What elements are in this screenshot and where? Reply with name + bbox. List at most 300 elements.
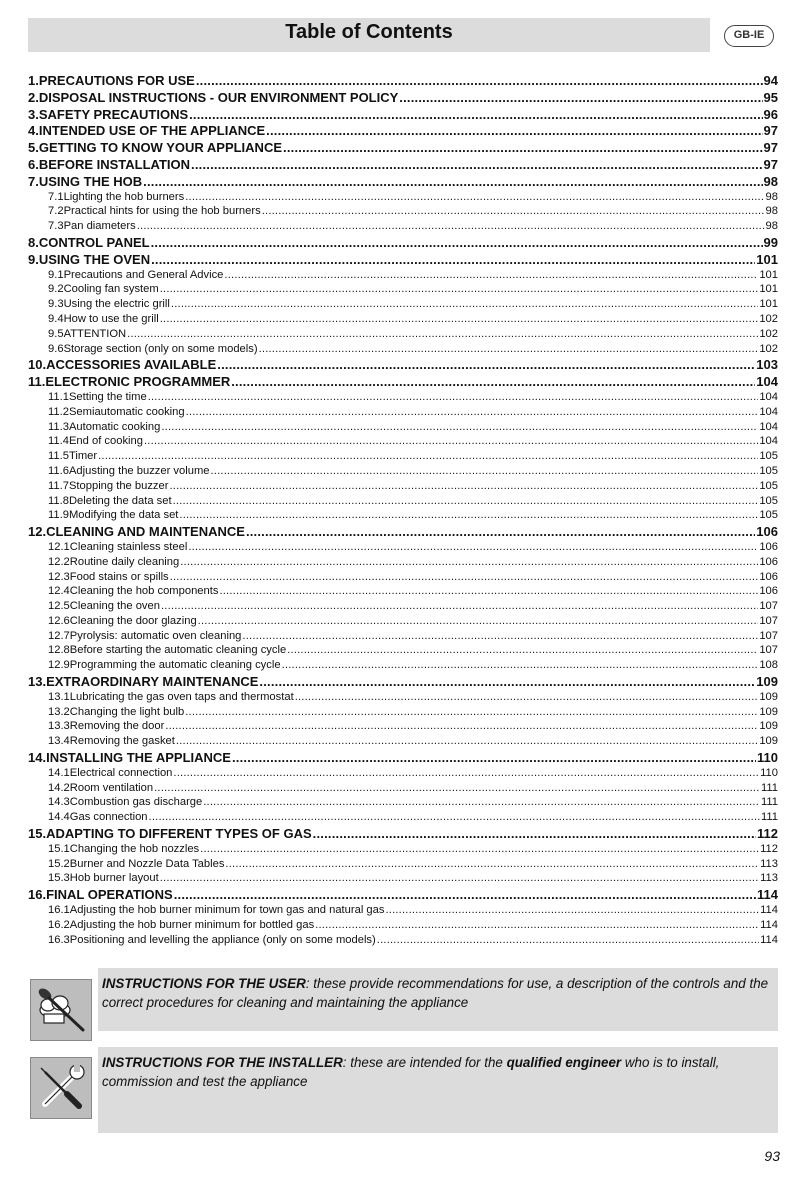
toc-leader-dots bbox=[185, 706, 758, 718]
toc-number: 12.8 bbox=[48, 644, 70, 657]
toc-leader-dots bbox=[179, 509, 758, 521]
installer-instructions-body-start: : these are intended for the bbox=[342, 1055, 507, 1070]
toc-leader-dots bbox=[399, 90, 762, 105]
toc-section-row bbox=[28, 509, 778, 524]
toc-page-number: 95 bbox=[763, 89, 778, 105]
toc-section-row bbox=[28, 283, 778, 298]
toc-section-row bbox=[28, 421, 778, 436]
toc-label: Food stains or spills bbox=[69, 570, 169, 583]
toc-section-row bbox=[28, 556, 778, 571]
user-instructions-heading: INSTRUCTIONS FOR THE USER bbox=[102, 976, 306, 991]
toc-leader-dots bbox=[149, 811, 760, 823]
toc-label: BEFORE INSTALLATION bbox=[38, 156, 191, 172]
toc-page-number: 107 bbox=[759, 600, 778, 613]
toc-number: 14.3 bbox=[48, 796, 70, 809]
toc-leader-dots bbox=[160, 872, 759, 884]
toc-section-row bbox=[28, 220, 778, 235]
toc-chapter-row bbox=[28, 73, 778, 90]
toc-label: Pyrolysis: automatic oven cleaning bbox=[69, 629, 242, 642]
toc-chapter-row bbox=[28, 157, 778, 174]
toc-page-number: 114 bbox=[760, 918, 778, 931]
toc-number: 7.1 bbox=[48, 190, 64, 203]
toc-label: ADAPTING TO DIFFERENT TYPES OF GAS bbox=[46, 826, 312, 842]
toc-label: CLEANING AND MAINTENANCE bbox=[46, 524, 245, 540]
toc-label: How to use the grill bbox=[63, 312, 159, 325]
toc-number: 13.3 bbox=[48, 720, 70, 733]
toc-section-row bbox=[28, 872, 778, 887]
toc-leader-dots bbox=[148, 391, 759, 403]
toc-label: Cleaning stainless steel bbox=[69, 540, 188, 553]
toc-section-row bbox=[28, 782, 778, 797]
toc-number: 7.2 bbox=[48, 205, 64, 218]
toc-page-number: 110 bbox=[760, 766, 778, 779]
toc-section-row bbox=[28, 571, 778, 586]
toc-label: ACCESSORIES AVAILABLE bbox=[46, 357, 217, 373]
toc-page-number: 110 bbox=[757, 750, 778, 766]
toc-chapter-row bbox=[28, 174, 778, 191]
toc-page-number: 99 bbox=[763, 234, 778, 250]
toc-label: Setting the time bbox=[68, 390, 147, 403]
toc-label: SAFETY PRECAUTIONS bbox=[38, 106, 189, 122]
toc-label: INSTALLING THE APPLIANCE bbox=[46, 750, 231, 766]
toc-section-row bbox=[28, 585, 778, 600]
page-title: Table of Contents bbox=[285, 21, 453, 43]
toc-section-row bbox=[28, 934, 778, 949]
toc-number: 1. bbox=[28, 73, 39, 88]
toc-leader-dots bbox=[154, 782, 760, 794]
toc-number: 11.6 bbox=[48, 464, 69, 477]
toc-label: GETTING TO KNOW YOUR APPLIANCE bbox=[38, 140, 283, 156]
toc-page-number: 113 bbox=[760, 857, 778, 870]
toc-leader-dots bbox=[160, 313, 759, 325]
toc-number: 11. bbox=[28, 374, 46, 390]
toc-label: Adjusting the buzzer volume bbox=[68, 464, 210, 477]
toc-number: 12.3 bbox=[48, 570, 70, 583]
toc-number: 12.7 bbox=[48, 629, 70, 642]
toc-label: Room ventilation bbox=[69, 781, 154, 794]
toc-leader-dots bbox=[143, 174, 762, 189]
toc-number: 16.3 bbox=[48, 933, 70, 946]
toc-page-number: 108 bbox=[759, 659, 778, 672]
user-instructions-text bbox=[102, 974, 774, 1012]
title-bar bbox=[28, 18, 710, 52]
installer-instructions-emphasis: qualified engineer bbox=[506, 1055, 622, 1070]
toc-page-number: 105 bbox=[759, 464, 778, 477]
toc-label: Pan diameters bbox=[63, 220, 136, 233]
toc-label: Removing the gasket bbox=[69, 735, 175, 748]
toc-number: 9.5 bbox=[48, 327, 64, 340]
toc-page-number: 106 bbox=[759, 540, 778, 553]
toc-chapter-row bbox=[28, 826, 778, 843]
toc-label: Cleaning the door glazing bbox=[69, 614, 197, 627]
toc-leader-dots bbox=[196, 73, 763, 88]
toc-page-number: 102 bbox=[759, 327, 778, 340]
toc-leader-dots bbox=[225, 858, 759, 870]
toc-page-number: 104 bbox=[759, 390, 778, 403]
toc-leader-dots bbox=[287, 644, 758, 656]
toc-leader-dots bbox=[259, 343, 759, 355]
toc-leader-dots bbox=[315, 919, 759, 931]
toc-number: 11.1 bbox=[48, 390, 69, 403]
toc-leader-dots bbox=[231, 374, 755, 389]
toc-label: Changing the light bulb bbox=[69, 705, 185, 718]
toc-leader-dots bbox=[171, 298, 758, 310]
toc-label: Lighting the hob burners bbox=[63, 190, 185, 203]
toc-leader-dots bbox=[176, 735, 758, 747]
toc-section-row bbox=[28, 495, 778, 510]
language-badge: GB-IE bbox=[724, 25, 774, 47]
toc-number: 11.3 bbox=[48, 420, 69, 433]
toc-page-number: 114 bbox=[757, 887, 778, 903]
toc-leader-dots bbox=[188, 541, 758, 553]
toc-number: 11.2 bbox=[48, 405, 69, 418]
toc-page-number: 98 bbox=[765, 205, 778, 218]
toc-number: 14.2 bbox=[48, 781, 70, 794]
toc-section-row bbox=[28, 406, 778, 421]
toc-leader-dots bbox=[219, 585, 758, 597]
toc-number: 13.4 bbox=[48, 735, 70, 748]
toc-label: Positioning and levelling the appliance (only on some models) bbox=[69, 933, 376, 946]
toc-section-row bbox=[28, 391, 778, 406]
toc-page-number: 104 bbox=[759, 435, 778, 448]
toc-section-row bbox=[28, 858, 778, 873]
toc-chapter-row bbox=[28, 357, 778, 374]
toc-leader-dots bbox=[259, 674, 755, 689]
toc-leader-dots bbox=[246, 524, 755, 539]
toc-number: 12. bbox=[28, 524, 47, 540]
toc-number: 12.2 bbox=[48, 555, 70, 568]
toc-section-row bbox=[28, 767, 778, 782]
toc-page-number: 109 bbox=[756, 674, 778, 690]
toc-leader-dots bbox=[137, 220, 765, 232]
toc-chapter-row bbox=[28, 374, 778, 391]
toc-number: 11.4 bbox=[48, 435, 69, 448]
toc-number: 9. bbox=[28, 251, 39, 267]
toc-leader-dots bbox=[144, 435, 758, 447]
toc-label: Removing the door bbox=[69, 720, 165, 733]
toc-label: Adjusting the hob burner minimum for town gas and natural gas bbox=[69, 904, 385, 917]
toc-label: EXTRAORDINARY MAINTENANCE bbox=[46, 674, 259, 690]
toc-chapter-row bbox=[28, 123, 778, 140]
toc-leader-dots bbox=[161, 600, 758, 612]
toc-page-number: 98 bbox=[765, 220, 778, 233]
toc-label: Programming the automatic cleaning cycle bbox=[69, 659, 281, 672]
toc-section-row bbox=[28, 313, 778, 328]
toc-label: INTENDED USE OF THE APPLIANCE bbox=[38, 123, 266, 139]
toc-leader-dots bbox=[217, 357, 755, 372]
toc-page-number: 109 bbox=[759, 735, 778, 748]
toc-label: Cleaning the hob components bbox=[69, 585, 219, 598]
toc-number: 9.3 bbox=[48, 298, 64, 311]
toc-leader-dots bbox=[189, 107, 762, 122]
toc-section-row bbox=[28, 600, 778, 615]
toc-leader-dots bbox=[173, 767, 759, 779]
toc-label: DISPOSAL INSTRUCTIONS - OUR ENVIRONMENT POLICY bbox=[38, 89, 399, 105]
toc-leader-dots bbox=[313, 826, 756, 841]
toc-number: 10. bbox=[28, 357, 47, 373]
toc-page-number: 112 bbox=[757, 826, 778, 842]
toc-leader-dots bbox=[98, 450, 758, 462]
toc-label: Storage section (only on some models) bbox=[63, 342, 258, 355]
toc-number: 15.1 bbox=[48, 842, 70, 855]
toc-section-row bbox=[28, 343, 778, 358]
toc-label: Routine daily cleaning bbox=[69, 555, 180, 568]
toc-label: Using the electric grill bbox=[63, 298, 170, 311]
toc-section-row bbox=[28, 904, 778, 919]
toc-number: 13.1 bbox=[48, 690, 70, 703]
toc-page-number: 105 bbox=[759, 450, 778, 463]
toc-page-number: 98 bbox=[765, 190, 778, 203]
toc-section-row bbox=[28, 541, 778, 556]
toc-page-number: 104 bbox=[759, 405, 778, 418]
toc-number: 9.1 bbox=[48, 268, 64, 281]
toc-label: Cleaning the oven bbox=[69, 600, 160, 613]
toc-page-number: 106 bbox=[756, 524, 778, 540]
toc-number: 12.5 bbox=[48, 600, 70, 613]
toc-leader-dots bbox=[151, 235, 763, 250]
toc-section-row bbox=[28, 328, 778, 343]
toc-page-number: 104 bbox=[759, 420, 778, 433]
toc-number: 11.9 bbox=[48, 509, 69, 522]
toc-label: Automatic cooking bbox=[68, 420, 161, 433]
toc-leader-dots bbox=[377, 934, 759, 946]
toc-leader-dots bbox=[173, 495, 759, 507]
toc-number: 7.3 bbox=[48, 220, 64, 233]
toc-leader-dots bbox=[232, 750, 756, 765]
toc-page-number: 102 bbox=[759, 342, 778, 355]
toc-page-number: 104 bbox=[756, 374, 778, 390]
toc-label: Stopping the buzzer bbox=[68, 479, 169, 492]
toc-leader-dots bbox=[151, 252, 755, 267]
toc-section-row bbox=[28, 735, 778, 750]
toc-page-number: 105 bbox=[759, 479, 778, 492]
toc-label: Practical hints for using the hob burners bbox=[63, 205, 261, 218]
toc-leader-dots bbox=[242, 630, 758, 642]
toc-page-number: 96 bbox=[763, 106, 778, 122]
toc-leader-dots bbox=[160, 283, 759, 295]
toc-section-row bbox=[28, 435, 778, 450]
toc-page-number: 98 bbox=[763, 173, 778, 189]
toc-section-row bbox=[28, 450, 778, 465]
toc-leader-dots bbox=[127, 328, 758, 340]
toc-leader-dots bbox=[385, 904, 759, 916]
toc-label: Precautions and General Advice bbox=[63, 268, 224, 281]
toc-section-row bbox=[28, 465, 778, 480]
toc-leader-dots bbox=[211, 465, 759, 477]
toc-page-number: 101 bbox=[759, 283, 778, 296]
toc-page-number: 109 bbox=[759, 690, 778, 703]
installer-instructions-body-end: who is to install, commission and test the appliance bbox=[102, 1055, 720, 1089]
toc-number: 11.7 bbox=[48, 479, 69, 492]
toc-section-row bbox=[28, 659, 778, 674]
toc-number: 14.4 bbox=[48, 811, 70, 824]
toc-page-number: 114 bbox=[760, 904, 778, 917]
toc-page-number: 111 bbox=[760, 781, 778, 794]
toc-number: 4. bbox=[28, 123, 39, 139]
toc-label: Hob burner layout bbox=[69, 872, 159, 885]
user-instructions-box bbox=[98, 968, 778, 1031]
toc-leader-dots bbox=[165, 720, 758, 732]
toc-leader-dots bbox=[295, 691, 759, 703]
toc-chapter-row bbox=[28, 674, 778, 691]
toc-page-number: 111 bbox=[760, 796, 778, 809]
toc-leader-dots bbox=[283, 140, 763, 155]
toc-chapter-row bbox=[28, 140, 778, 157]
toc-page-number: 105 bbox=[759, 494, 778, 507]
toc-label: FINAL OPERATIONS bbox=[46, 887, 173, 903]
toc-number: 15.3 bbox=[48, 872, 70, 885]
toc-label: End of cooking bbox=[68, 435, 143, 448]
toc-section-row bbox=[28, 919, 778, 934]
toc-chapter-row bbox=[28, 235, 778, 252]
toc-page-number: 114 bbox=[760, 933, 778, 946]
toc-chapter-row bbox=[28, 107, 778, 124]
toc-page-number: 105 bbox=[759, 509, 778, 522]
toc-section-row bbox=[28, 269, 778, 284]
toc-number: 16.2 bbox=[48, 918, 70, 931]
toc-label: Changing the hob nozzles bbox=[69, 842, 200, 855]
toc-page-number: 109 bbox=[759, 720, 778, 733]
toc-leader-dots bbox=[170, 571, 759, 583]
toc-page-number: 101 bbox=[759, 298, 778, 311]
toc-page-number: 97 bbox=[763, 156, 778, 172]
toc-leader-dots bbox=[282, 659, 759, 671]
toc-number: 5. bbox=[28, 140, 39, 156]
toc-page-number: 106 bbox=[759, 585, 778, 598]
chef-hat-spoon-icon bbox=[30, 979, 92, 1041]
toc-leader-dots bbox=[191, 157, 763, 172]
toc-page-number: 109 bbox=[759, 705, 778, 718]
toc-leader-dots bbox=[262, 205, 765, 217]
toc-number: 9.6 bbox=[48, 342, 64, 355]
toc-label: Timer bbox=[68, 450, 98, 463]
toc-leader-dots bbox=[200, 843, 759, 855]
toc-number: 11.5 bbox=[48, 450, 69, 463]
toc-leader-dots bbox=[224, 269, 758, 281]
toc-section-row bbox=[28, 191, 778, 206]
toc-number: 12.4 bbox=[48, 585, 70, 598]
toc-number: 14.1 bbox=[48, 766, 70, 779]
toc-label: Lubricating the gas oven taps and thermostat bbox=[69, 690, 294, 703]
toc-number: 12.6 bbox=[48, 614, 70, 627]
toc-number: 7. bbox=[28, 173, 39, 189]
toc-number: 11.8 bbox=[48, 494, 69, 507]
toc-section-row bbox=[28, 615, 778, 630]
toc-chapter-row bbox=[28, 252, 778, 269]
toc-section-row bbox=[28, 720, 778, 735]
toc-leader-dots bbox=[185, 191, 764, 203]
toc-label: PRECAUTIONS FOR USE bbox=[38, 73, 195, 88]
toc-number: 9.4 bbox=[48, 312, 64, 325]
toc-number: 12.9 bbox=[48, 659, 70, 672]
toc-number: 16.1 bbox=[48, 904, 70, 917]
toc-label: USING THE OVEN bbox=[38, 251, 151, 267]
toc-label: ATTENTION bbox=[63, 327, 127, 340]
toc-number: 16. bbox=[28, 887, 47, 903]
toc-label: Adjusting the hob burner minimum for bottled gas bbox=[69, 918, 315, 931]
toc-leader-dots bbox=[161, 421, 758, 433]
toc-number: 2. bbox=[28, 89, 39, 105]
toc-leader-dots bbox=[266, 123, 762, 138]
toc-chapter-row bbox=[28, 524, 778, 541]
toc-number: 13.2 bbox=[48, 705, 70, 718]
toc-number: 15.2 bbox=[48, 857, 70, 870]
toc-page-number: 113 bbox=[760, 872, 778, 885]
toc-label: Before starting the automatic cleaning cycle bbox=[69, 644, 287, 657]
toc-section-row bbox=[28, 205, 778, 220]
installer-instructions-box bbox=[98, 1047, 778, 1133]
installer-instructions-text bbox=[102, 1053, 774, 1091]
toc-page-number: 106 bbox=[759, 555, 778, 568]
toc-chapter-row bbox=[28, 90, 778, 107]
toc-section-row bbox=[28, 630, 778, 645]
toc-leader-dots bbox=[174, 887, 756, 902]
toc-number: 14. bbox=[28, 750, 47, 766]
toc-number: 8. bbox=[28, 234, 39, 250]
toc-leader-dots bbox=[180, 556, 758, 568]
toc-leader-dots bbox=[169, 480, 758, 492]
toc-page-number: 107 bbox=[759, 614, 778, 627]
toc-section-row bbox=[28, 691, 778, 706]
toc-number: 9.2 bbox=[48, 283, 64, 296]
toc-page-number: 106 bbox=[759, 570, 778, 583]
toc-section-row bbox=[28, 644, 778, 659]
toc-page-number: 107 bbox=[759, 629, 778, 642]
toc-page-number: 103 bbox=[756, 357, 778, 373]
toc-leader-dots bbox=[186, 406, 759, 418]
toc-page-number: 101 bbox=[759, 268, 778, 281]
toc-page-number: 102 bbox=[759, 312, 778, 325]
toc-number: 15. bbox=[28, 826, 47, 842]
toc-label: ELECTRONIC PROGRAMMER bbox=[45, 374, 231, 390]
toc-section-row bbox=[28, 796, 778, 811]
toc-section-row bbox=[28, 843, 778, 858]
toc-number: 12.1 bbox=[48, 540, 70, 553]
installer-instructions-heading: INSTRUCTIONS FOR THE INSTALLER bbox=[102, 1055, 343, 1070]
table-of-contents bbox=[28, 73, 778, 948]
wrench-screwdriver-icon bbox=[30, 1057, 92, 1119]
toc-label: Semiautomatic cooking bbox=[68, 405, 185, 418]
toc-label: Electrical connection bbox=[69, 766, 173, 779]
toc-label: Burner and Nozzle Data Tables bbox=[69, 857, 225, 870]
toc-label: CONTROL PANEL bbox=[38, 234, 150, 250]
toc-label: Deleting the data set bbox=[68, 494, 172, 507]
toc-chapter-row bbox=[28, 750, 778, 767]
toc-section-row bbox=[28, 298, 778, 313]
toc-label: Cooling fan system bbox=[63, 283, 159, 296]
toc-page-number: 94 bbox=[763, 73, 778, 88]
toc-number: 6. bbox=[28, 156, 39, 172]
toc-page-number: 97 bbox=[763, 123, 778, 139]
toc-page-number: 112 bbox=[760, 842, 778, 855]
toc-page-number: 101 bbox=[756, 251, 778, 267]
page-number: 93 bbox=[764, 1148, 780, 1164]
toc-label: Gas connection bbox=[69, 811, 148, 824]
toc-number: 13. bbox=[28, 674, 47, 690]
toc-page-number: 97 bbox=[763, 140, 778, 156]
toc-section-row bbox=[28, 480, 778, 495]
toc-page-number: 107 bbox=[759, 644, 778, 657]
user-instructions-body: : these provide recommendations for use, a description of the controls and the correct procedures for cleaning and maintaining the appliance bbox=[102, 976, 769, 1010]
toc-label: Combustion gas discharge bbox=[69, 796, 203, 809]
toc-label: Modifying the data set bbox=[68, 509, 179, 522]
toc-chapter-row bbox=[28, 887, 778, 904]
toc-leader-dots bbox=[198, 615, 759, 627]
toc-page-number: 111 bbox=[760, 811, 778, 824]
toc-section-row bbox=[28, 706, 778, 721]
toc-section-row bbox=[28, 811, 778, 826]
toc-number: 3. bbox=[28, 106, 39, 122]
